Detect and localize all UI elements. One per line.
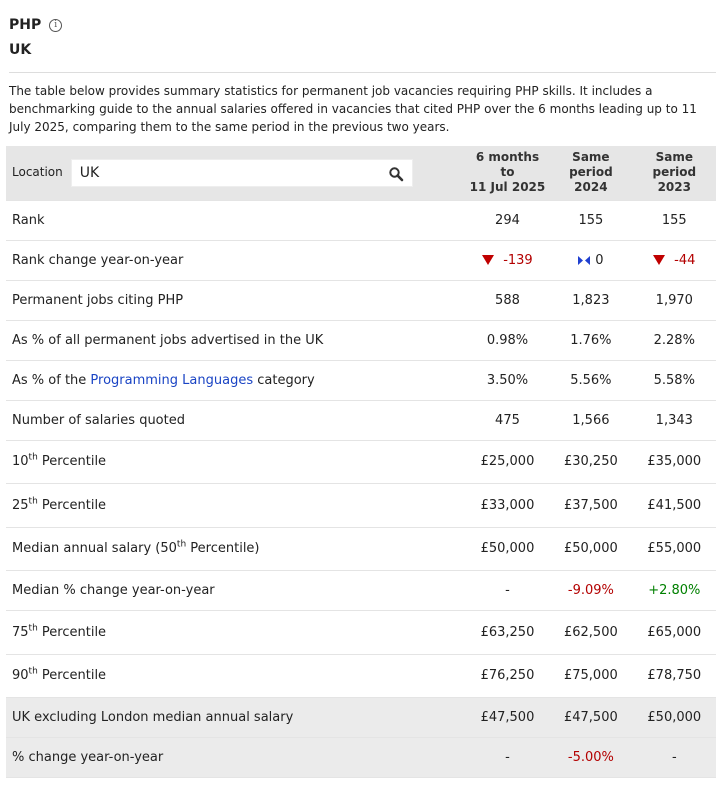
table-cell: £50,000	[633, 698, 716, 738]
description: The table below provides summary statistics for permanent job vacancies requiring PHP skills. It includes a benchmarking guide to the annual salaries offered in vacancies that cited PHP over the 6 months leading up to 11 July 2025, comparing them to the same period in the previous two years.	[9, 84, 697, 134]
info-icon[interactable]: i	[49, 19, 62, 32]
table-cell: 5.56%	[549, 360, 632, 400]
row-label: Number of salaries quoted	[6, 400, 466, 440]
table-row-median	[6, 527, 716, 571]
table-cell: 2.28%	[633, 320, 716, 360]
table-cell: 1,343	[633, 400, 716, 440]
row-label: Median annual salary (50th Percentile)	[6, 527, 466, 571]
table-cell: £50,000	[466, 527, 549, 571]
table-cell: -	[466, 571, 549, 611]
row-label: 25th Percentile	[6, 484, 466, 528]
row-label: As % of the Programming Languages category	[6, 360, 466, 400]
table-row-rank-change	[6, 240, 716, 280]
table-row-rank	[6, 200, 716, 240]
table-cell: 155	[633, 200, 716, 240]
table-cell: £63,250	[466, 611, 549, 655]
row-label: As % of all permanent jobs advertised in the UK	[6, 320, 466, 360]
table-cell: £25,000	[466, 440, 549, 484]
table-cell: -9.09%	[549, 571, 632, 611]
table-cell: £47,500	[466, 698, 549, 738]
table-cell: 155	[549, 200, 632, 240]
col-header-2024: Same period 2024	[569, 150, 613, 195]
table-cell: 5.58%	[633, 360, 716, 400]
table-cell: -44	[633, 240, 716, 280]
table-cell: £62,500	[549, 611, 632, 655]
location-search-box[interactable]	[71, 159, 413, 187]
table-cell: 3.50%	[466, 360, 549, 400]
row-label: 10th Percentile	[6, 440, 466, 484]
location-header	[6, 146, 466, 200]
row-label: 75th Percentile	[6, 611, 466, 655]
table-row-p75	[6, 611, 716, 655]
table-cell: -139	[466, 240, 549, 280]
table-cell: £47,500	[549, 698, 632, 738]
row-label: Permanent jobs citing PHP	[6, 280, 466, 320]
row-label: UK excluding London median annual salary	[6, 698, 466, 738]
table-cell: 0.98%	[466, 320, 549, 360]
location-input[interactable]	[78, 164, 378, 182]
row-label: Rank change year-on-year	[6, 240, 466, 280]
down-triangle-icon	[482, 255, 494, 265]
table-cell: £76,250	[466, 654, 549, 698]
table-row-p10	[6, 440, 716, 484]
page-header	[0, 0, 725, 61]
table-row-p25	[6, 484, 716, 528]
row-label: Rank	[6, 200, 466, 240]
row-label: Median % change year-on-year	[6, 571, 466, 611]
table-cell: 1,823	[549, 280, 632, 320]
table-row-pct-all	[6, 320, 716, 360]
row-label: % change year-on-year	[6, 738, 466, 778]
col-header-2023: Same period 2023	[652, 150, 697, 195]
table-cell: £75,000	[549, 654, 632, 698]
search-icon[interactable]	[388, 166, 404, 182]
table-cell: -5.00%	[549, 738, 632, 778]
page-title: PHP	[9, 17, 42, 33]
table-cell: 1,970	[633, 280, 716, 320]
table-cell: +2.80%	[633, 571, 716, 611]
table-row-p90	[6, 654, 716, 698]
table-cell: 294	[466, 200, 549, 240]
table-cell: -	[466, 738, 549, 778]
table-cell: £50,000	[549, 527, 632, 571]
table-cell: £65,000	[633, 611, 716, 655]
table-cell: £78,750	[633, 654, 716, 698]
table-cell: -	[633, 738, 716, 778]
page-subtitle: UK	[9, 42, 32, 58]
table-row-ex-london	[6, 698, 716, 738]
table-cell: £55,000	[633, 527, 716, 571]
table-header-row	[6, 146, 716, 200]
table-cell: £33,000	[466, 484, 549, 528]
table-cell: £35,000	[633, 440, 716, 484]
table-row-median-change	[6, 571, 716, 611]
row-label: 90th Percentile	[6, 654, 466, 698]
table-row-ex-london-change	[6, 738, 716, 778]
table-cell: 588	[466, 280, 549, 320]
table-row-perm-jobs	[6, 280, 716, 320]
table-cell: 0	[549, 240, 632, 280]
no-change-icon	[578, 256, 590, 265]
table-cell: £37,500	[549, 484, 632, 528]
table-row-num-salaries	[6, 400, 716, 440]
table-cell: 1,566	[549, 400, 632, 440]
down-triangle-icon	[653, 255, 665, 265]
table-row-pct-category	[6, 360, 716, 400]
category-link[interactable]: Programming Languages	[90, 372, 254, 388]
col-header-current: 6 months to 11 Jul 2025	[469, 150, 546, 195]
table-cell: £41,500	[633, 484, 716, 528]
table-cell: 1.76%	[549, 320, 632, 360]
location-label: Location	[12, 165, 63, 180]
table-cell: £30,250	[549, 440, 632, 484]
table-cell: 475	[466, 400, 549, 440]
stats-table	[6, 146, 716, 778]
